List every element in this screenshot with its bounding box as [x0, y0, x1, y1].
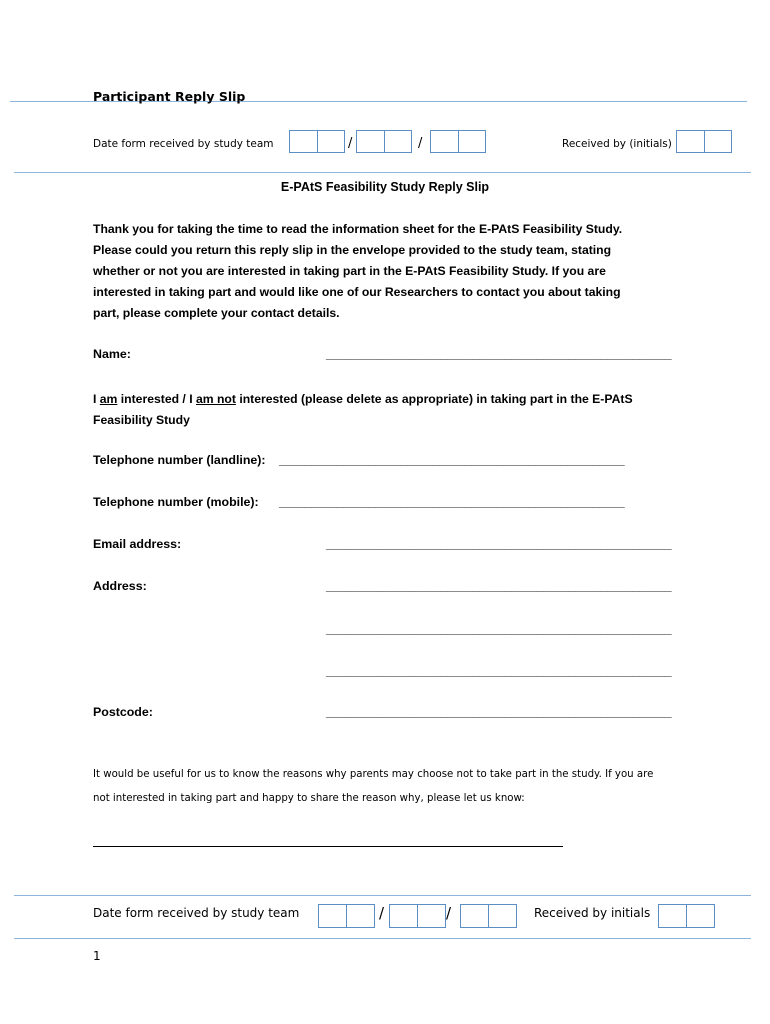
interest-line-2: Feasibility Study — [93, 413, 190, 427]
study-title: E-PAtS Feasibility Study Reply Slip — [280, 180, 490, 194]
year-boxes[interactable] — [430, 130, 486, 153]
footer-initial-2[interactable] — [686, 905, 714, 927]
footer-month-digit-1[interactable] — [390, 905, 417, 927]
intro-line: Please could you return this reply slip in the envelope provided to the study team, stating — [93, 243, 612, 257]
intro-line: interested in taking part and would like one of our Researchers to contact you about taking — [93, 285, 621, 299]
intro-line: Thank you for taking the time to read the information sheet for the E-PAtS Feasibility Study. — [93, 222, 623, 236]
year-digit-1[interactable] — [431, 131, 458, 152]
footer-date-received-label: Date form received by study team — [93, 906, 300, 920]
header-bottom-rule — [14, 172, 751, 173]
footer-day-digit-2[interactable] — [346, 905, 374, 927]
footer-initial-1[interactable] — [659, 905, 686, 927]
intro-line: part, please complete your contact details. — [93, 306, 340, 320]
footer-month-digit-2[interactable] — [417, 905, 445, 927]
page-title: Participant Reply Slip — [93, 89, 246, 104]
initial-1[interactable] — [677, 131, 704, 152]
footer-initials-boxes[interactable] — [658, 904, 715, 928]
footer-year-digit-1[interactable] — [461, 905, 488, 927]
telephone-mobile-label: Telephone number (mobile): — [93, 495, 259, 509]
name-label: Name: — [93, 347, 131, 361]
initial-2[interactable] — [704, 131, 731, 152]
reasons-text-line-1: It would be useful for us to know the reasons why parents may choose not to take part in the study. If you are — [93, 769, 654, 780]
footer-day-digit-1[interactable] — [319, 905, 346, 927]
postcode-field[interactable]: ______________________________________________________ — [326, 705, 672, 719]
day-digit-2[interactable] — [317, 131, 344, 152]
day-boxes[interactable] — [289, 130, 345, 153]
interest-am[interactable]: am — [99, 392, 118, 406]
footer-date-slash-2: / — [446, 904, 452, 922]
intro-paragraph — [93, 219, 683, 324]
footer-year-boxes[interactable] — [460, 904, 517, 928]
intro-line: whether or not you are interested in taking part in the E-PAtS Feasibility Study. If you are — [93, 264, 606, 278]
year-digit-2[interactable] — [458, 131, 485, 152]
email-field[interactable]: ______________________________________________________ — [326, 537, 672, 551]
telephone-landline-label: Telephone number (landline): — [93, 453, 266, 467]
date-slash-2: / — [418, 136, 423, 151]
footer-month-boxes[interactable] — [389, 904, 446, 928]
footer-bottom-rule — [14, 938, 751, 939]
reasons-field[interactable] — [93, 846, 563, 847]
month-digit-1[interactable] — [357, 131, 384, 152]
footer-year-digit-2[interactable] — [488, 905, 516, 927]
email-label: Email address: — [93, 537, 182, 551]
footer-received-label: Received by initials — [534, 906, 651, 920]
month-digit-2[interactable] — [384, 131, 411, 152]
telephone-mobile-field[interactable]: ______________________________________________________ — [279, 495, 625, 509]
address-field-line-2[interactable]: ______________________________________________________ — [326, 622, 672, 636]
address-label: Address: — [93, 579, 147, 593]
name-field[interactable]: ______________________________________________________ — [326, 347, 672, 361]
reasons-text-line-2: not interested in taking part and happy to share the reason why, please let us know: — [93, 793, 525, 804]
telephone-landline-field[interactable]: ______________________________________________________ — [279, 453, 625, 467]
day-digit-1[interactable] — [290, 131, 317, 152]
footer-top-rule — [14, 895, 751, 896]
month-boxes[interactable] — [356, 130, 412, 153]
address-field-line-1[interactable]: ______________________________________________________ — [326, 579, 672, 593]
interest-am-not[interactable]: am not — [195, 392, 236, 406]
interest-line-1[interactable]: I am interested / I am not interested (please delete as appropriate) in taking part in the E-PAtS — [93, 392, 633, 406]
postcode-label: Postcode: — [93, 705, 153, 719]
initials-boxes[interactable] — [676, 130, 732, 153]
footer-date-slash-1: / — [379, 904, 385, 922]
date-received-label: Date form received by study team — [93, 138, 274, 150]
date-slash-1: / — [348, 136, 353, 151]
page-number: 1 — [93, 949, 101, 963]
received-by-label: Received by (initials) — [562, 138, 672, 150]
address-field-line-3[interactable]: ______________________________________________________ — [326, 664, 672, 678]
interest-statement[interactable] — [93, 389, 683, 431]
footer-day-boxes[interactable] — [318, 904, 375, 928]
